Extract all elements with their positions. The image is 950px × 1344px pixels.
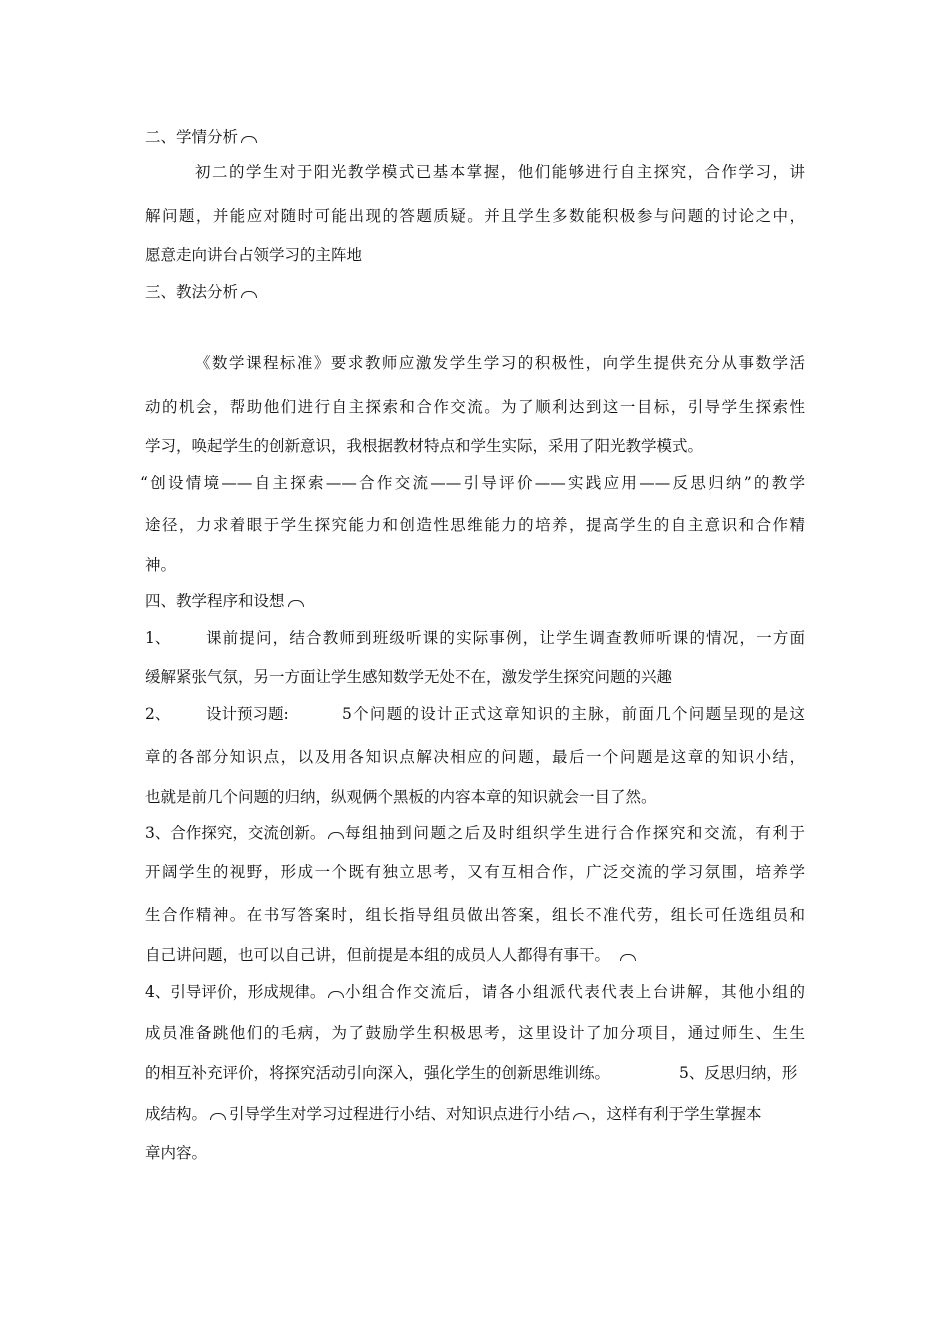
item-1-line-2: 缓解紧张气氛，另一方面让学生感知数学无处不在，激发学生探究问题的兴趣 bbox=[145, 668, 673, 686]
item-3-title bbox=[145, 823, 344, 843]
section-heading-4 bbox=[145, 591, 304, 611]
item-5-line-1 bbox=[145, 1104, 762, 1124]
paragraph-mark-icon bbox=[328, 991, 344, 998]
heading-text: 三、教法分析 bbox=[145, 283, 239, 301]
heading-text: 二、学情分析 bbox=[145, 128, 239, 146]
paragraph-mark-icon bbox=[241, 136, 257, 143]
s3-line-6: 神。 bbox=[145, 556, 177, 574]
section-heading-3 bbox=[145, 282, 257, 302]
s3-line-4: “创设情境——自主探索——合作交流——引导评价——实践应用——反思归纳”的教学 bbox=[140, 474, 805, 492]
item-2-line-1: 5个问题的设计正式这章知识的主脉，前面几个问题呈现的是这 bbox=[342, 705, 805, 723]
heading-text: 四、教学程序和设想 bbox=[145, 592, 285, 610]
item-5-line-2: 章内容。 bbox=[145, 1144, 208, 1162]
s3-line-2: 动的机会，帮助他们进行自主探索和合作交流。为了顺利达到这一目标，引导学生探索性 bbox=[145, 398, 805, 416]
s3-line-3: 学习，唤起学生的创新意识，我根据教材特点和学生实际，采用了阳光教学模式。 bbox=[145, 437, 704, 455]
paragraph-mark-icon bbox=[288, 600, 304, 607]
item-3-line-3: 生合作精神。在书写答案时，组长指导组员做出答案，组长不准代劳，组长可任选组员和 bbox=[145, 906, 805, 924]
item-3-title-text: 3、合作探究，交流创新。 bbox=[145, 824, 326, 842]
item-5-text-a: 引导学生对学习过程进行小结、对知识点进行小结 bbox=[229, 1105, 571, 1123]
item-1-number: 1、 bbox=[145, 629, 171, 647]
item-3-line-4-text: 自己讲问题，也可以自己讲，但前提是本组的成员人人都得有事干。 bbox=[145, 946, 611, 964]
item-1-line-1: 课前提问，结合教师到班级听课的实际事例，让学生调查教师听课的情况，一方面 bbox=[206, 629, 805, 647]
item-4-title-text: 4、引导评价，形成规律。 bbox=[145, 983, 326, 1001]
item-2-number: 2、 bbox=[145, 705, 171, 723]
s2-line-2: 解问题，并能应对随时可能出现的答题质疑。并且学生多数能积极参与问题的讨论之中， bbox=[145, 207, 805, 225]
item-4-line-2: 成员准备跳他们的毛病，为了鼓励学生积极思考，这里设计了加分项目，通过师生、生生 bbox=[145, 1024, 805, 1042]
s3-line-5: 途径，力求着眼于学生探究能力和创造性思维能力的培养，提高学生的自主意识和合作精 bbox=[145, 516, 805, 534]
item-4-line-1: 小组合作交流后，请各小组派代表代表上台讲解，其他小组的 bbox=[345, 983, 805, 1001]
item-4-line-3: 的相互补充评价，将探究活动引向深入，强化学生的创新思维训练。 bbox=[145, 1064, 611, 1082]
s2-line-3: 愿意走向讲台占领学习的主阵地 bbox=[145, 246, 363, 264]
paragraph-mark-icon bbox=[328, 832, 344, 839]
section-heading-2 bbox=[145, 127, 257, 147]
item-2-label: 设计预习题: bbox=[206, 705, 289, 723]
item-3-line-2: 开阔学生的视野，形成一个既有独立思考，又有互相合作，广泛交流的学习氛围，培养学 bbox=[145, 863, 805, 881]
item-4-title bbox=[145, 982, 344, 1002]
item-2-line-3: 也就是前几个问题的归纳，纵观俩个黑板的内容本章的知识就会一目了然。 bbox=[145, 788, 657, 806]
item-5-text-b: ，这样有利于学生掌握本 bbox=[591, 1105, 762, 1123]
paragraph-mark-icon bbox=[573, 1113, 589, 1120]
item-5-title: 5、反思归纳，形 bbox=[679, 1064, 798, 1082]
item-2-line-2: 章的各部分知识点，以及用各知识点解决相应的问题，最后一个问题是这章的知识小结， bbox=[145, 748, 805, 766]
paragraph-mark-icon bbox=[241, 291, 257, 298]
s3-line-1: 《数学课程标准》要求教师应激发学生学习的积极性，向学生提供充分从事数学活 bbox=[195, 354, 805, 372]
item-3-line-1: 每组抽到问题之后及时组织学生进行合作探究和交流，有利于 bbox=[345, 824, 805, 842]
paragraph-mark-icon bbox=[210, 1113, 226, 1120]
paragraph-mark-icon bbox=[620, 954, 636, 961]
item-5-title-b: 成结构。 bbox=[145, 1105, 208, 1123]
s2-line-1: 初二的学生对于阳光教学模式已基本掌握，他们能够进行自主探究，合作学习，讲 bbox=[195, 163, 805, 181]
item-3-line-4 bbox=[145, 945, 636, 965]
